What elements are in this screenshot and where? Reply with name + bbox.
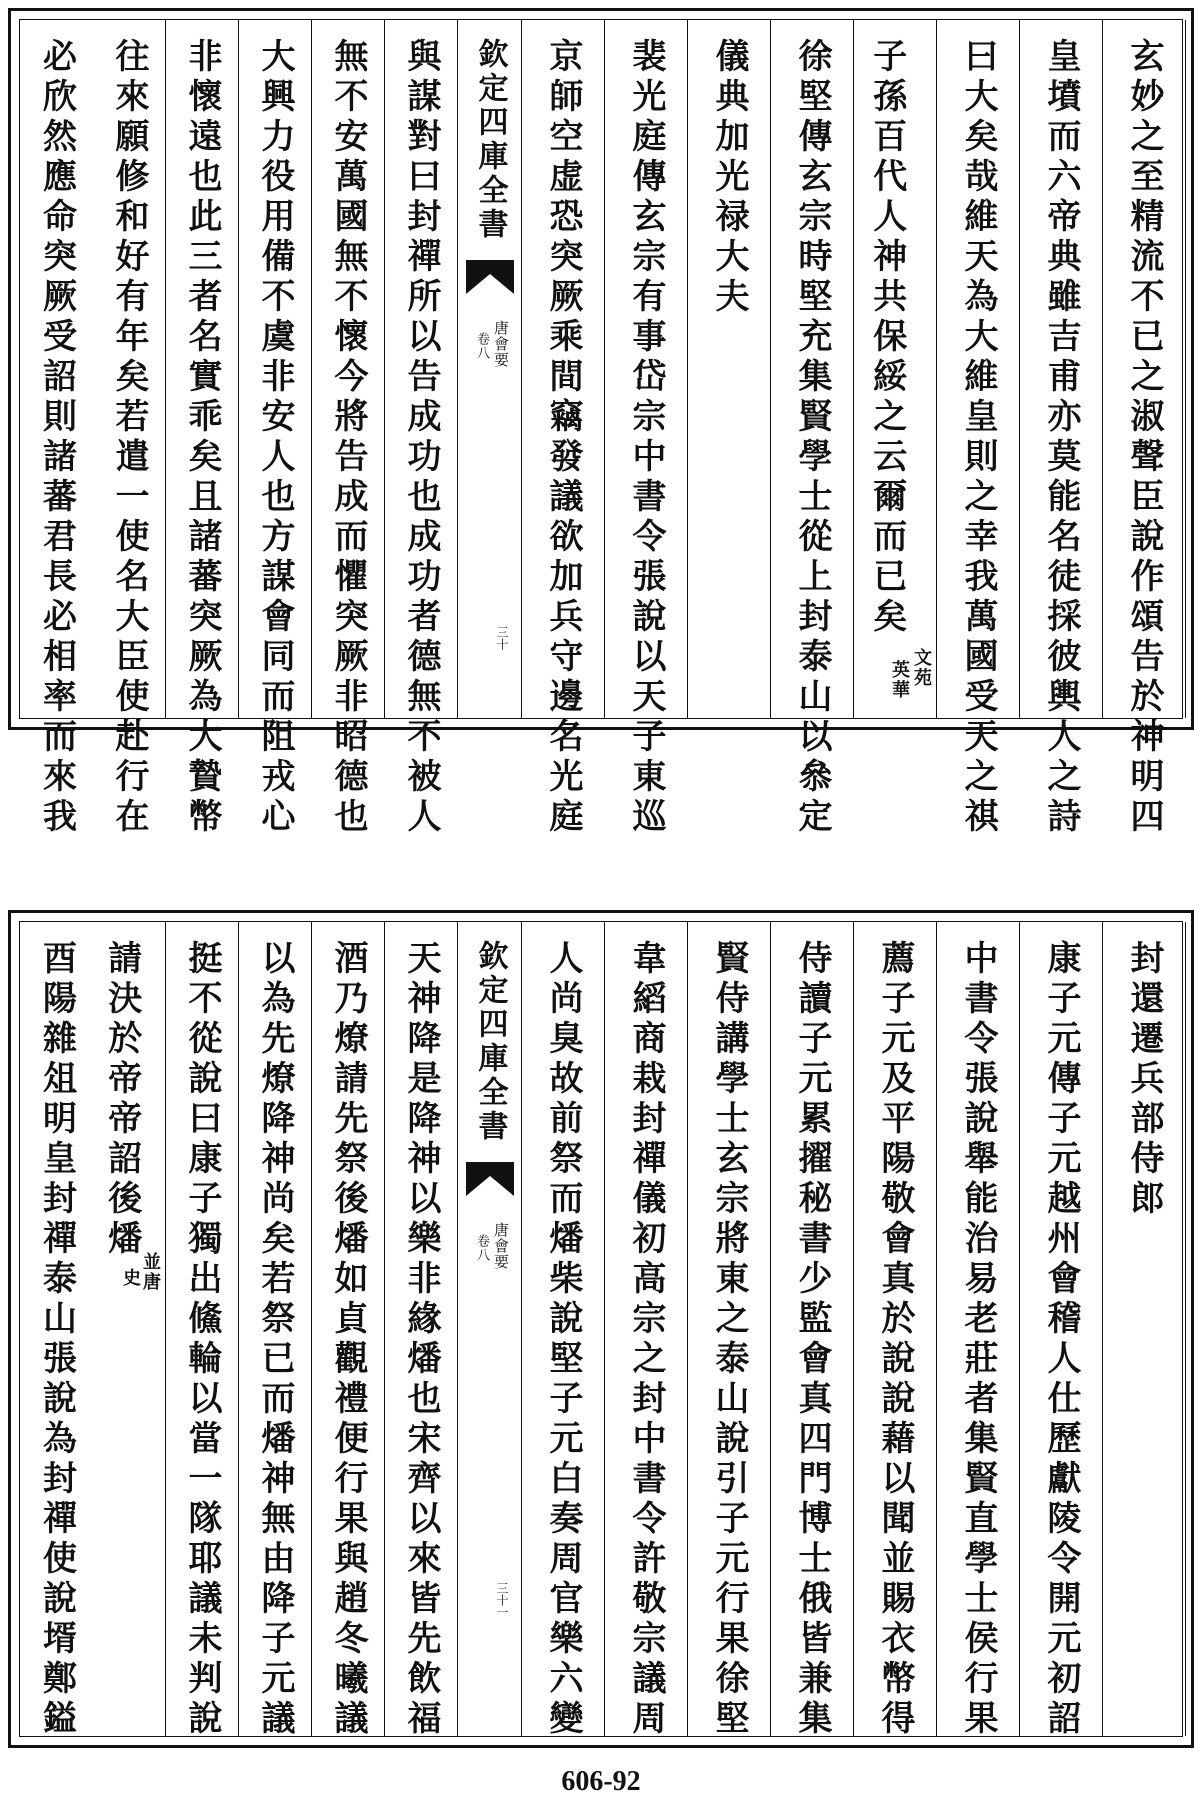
column-text: 侍讀子元累擢秘書少監會真四門博士俄皆兼集 — [792, 940, 832, 1740]
center-fold — [458, 922, 522, 1736]
column-text: 必欣然應命突厥受詔則諸蕃君長必相率而來我 — [36, 38, 77, 838]
top-page-frame — [19, 19, 1183, 838]
column — [239, 922, 312, 1740]
column-text: 人尚臭故前祭而燔柴說堅子元白奏周官樂六變 — [543, 940, 583, 1740]
center-page-number: 三十 — [495, 626, 509, 650]
column-text: 大興力役用備不虞非安人也方謀會同而阻戎心 — [255, 38, 295, 838]
column-text: 裴光庭傳玄宗有事岱宗中書令張說以天子東巡 — [626, 38, 666, 838]
column-text: 挺不從說曰康子獨出鯈輪以當一隊耶議未判說 — [182, 940, 222, 1740]
center-title: 欽定四庫全書 — [472, 38, 508, 242]
column — [854, 922, 937, 1740]
column — [1103, 922, 1186, 1736]
column — [688, 20, 771, 718]
column-text: 曰大矣哉維天為大維皇則之幸我萬國受天之祺 — [958, 38, 998, 838]
column-text: 酒乃燎請先祭後燔如貞觀禮便行果與趙冬曦議 — [328, 940, 368, 1740]
column — [937, 20, 1020, 838]
column — [312, 922, 385, 1740]
page-footer-number: 606-92 — [561, 1766, 641, 1797]
column-text: 往來願修和好有年矣若遣一使名大臣使赴行在 — [109, 38, 149, 838]
column — [20, 922, 93, 1740]
column — [771, 922, 854, 1740]
column-text: 京師空虚恐突厥乘間竊發議欲加兵守邊名光庭 — [543, 38, 583, 838]
column — [937, 922, 1020, 1740]
column — [854, 20, 937, 718]
source-note: 史 — [120, 1268, 141, 1288]
column — [1020, 922, 1103, 1740]
column — [93, 922, 166, 1736]
column — [522, 922, 605, 1740]
column-text: 儀典加光禄大夫 — [709, 38, 749, 318]
center-volume: 卷八 — [474, 332, 489, 360]
column — [1103, 20, 1186, 838]
center-title: 欽定四庫全書 — [472, 940, 508, 1144]
column-text: 非懷遠也此三者名實乖矣且諸蕃突厥為大贄幣 — [182, 38, 222, 838]
column-text: 皇墳而六帝典雖吉甫亦莫能名徒採彼輿人之詩 — [1041, 38, 1081, 838]
column-text: 韋縚商栽封禪儀初高宗之封中書令許敬宗議周 — [626, 940, 666, 1740]
fish-tail-mark — [466, 1162, 514, 1196]
column-text: 與謀對曰封禪所以告成功也成功者德無不被人 — [401, 38, 441, 838]
column-text: 酉陽雜俎明皇封禪泰山張說為封禪使說壻鄭鎰 — [36, 940, 77, 1740]
source-note: 並唐 — [140, 1252, 161, 1292]
column — [522, 20, 605, 838]
column-text: 天神降是降神以樂非緣燔也宋齊以來皆先飲福 — [401, 940, 441, 1740]
column-text: 徐堅傳玄宗時堅充集賢學士從上封泰山以叅定 — [792, 38, 832, 838]
column — [20, 20, 93, 838]
column-text: 玄妙之至精流不已之淑聲臣說作頌告於神明四 — [1124, 38, 1164, 838]
column — [166, 20, 239, 838]
column-text: 康子元傳子元越州會稽人仕歷獻陵令開元初詔 — [1041, 940, 1081, 1740]
column — [385, 922, 458, 1740]
column-text: 無不安萬國無不懷今將告成而懼突厥非昭德也 — [328, 38, 368, 838]
bottom-page-frame — [19, 921, 1183, 1740]
column — [166, 922, 239, 1740]
center-fold — [458, 20, 522, 718]
column — [605, 20, 688, 838]
column — [605, 922, 688, 1740]
column-text: 中書令張說舉能治易老莊者集賢直學士侯行果 — [958, 940, 998, 1740]
column — [688, 922, 771, 1740]
top-page — [8, 8, 1194, 838]
center-page-number: 三十一 — [495, 1582, 509, 1618]
column-text: 賢侍講學士玄宗將東之泰山說引子元行果徐堅 — [709, 940, 749, 1740]
column — [385, 20, 458, 838]
center-volume: 卷八 — [474, 1234, 489, 1262]
column — [93, 20, 166, 838]
column — [1020, 20, 1103, 838]
column — [239, 20, 312, 838]
source-note: 文苑 — [911, 648, 932, 688]
column-text: 請決於帝帝詔後燔 — [101, 940, 142, 1260]
column — [312, 20, 385, 838]
column-text: 子孫百代人神共保綏之云爾而已矣 — [866, 38, 907, 638]
fish-tail-mark — [466, 260, 514, 294]
column-text: 封還遷兵部侍郎 — [1124, 940, 1164, 1220]
column — [771, 20, 854, 838]
center-book-name: 唐會要 — [492, 1222, 510, 1270]
column-text: 薦子元及平陽敬會真於說說藉以聞並賜衣幣得 — [875, 940, 915, 1740]
column-text: 以為先燎降神尚矣若祭已而燔神無由降子元議 — [255, 940, 295, 1740]
bottom-page — [8, 910, 1194, 1748]
source-note: 英華 — [889, 660, 910, 700]
center-book-name: 唐會要 — [492, 320, 510, 368]
